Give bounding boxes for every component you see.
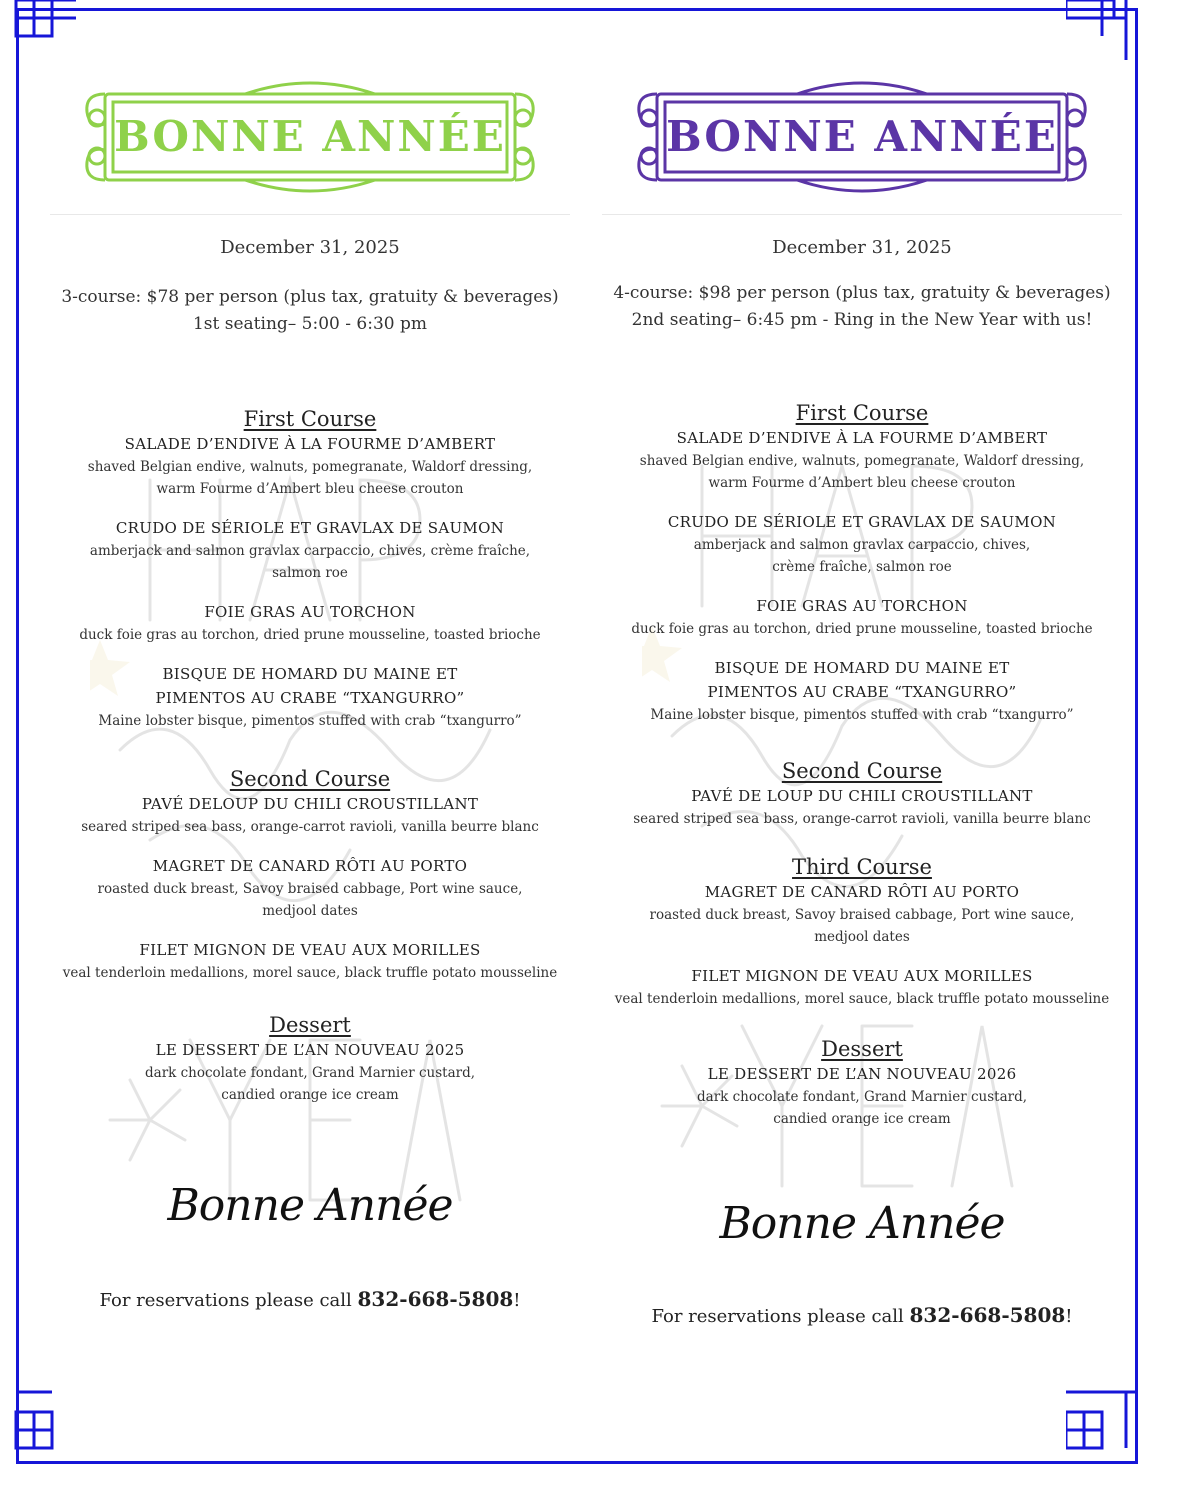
dish-name: BISQUE DE HOMARD DU MAINE ET PIMENTOS AU CRABE “TXANGURRO” (707, 659, 1017, 701)
menu-item (602, 964, 1122, 1010)
dish-description: shaved Belgian endive, walnuts, pomegranate, Waldorf dressing, warm Fourme d’Ambert bleu cheese crouton (639, 453, 1085, 491)
dish-name: PAVÉ DELOUP DU CHILI CROUSTILLANT (141, 795, 479, 813)
sign-off: Bonne Année (719, 1198, 1005, 1249)
event-date: December 31, 2025 (772, 237, 952, 258)
dish-name: FILET MIGNON DE VEAU AUX MORILLES (139, 941, 481, 959)
reservation-info (602, 1303, 1122, 1327)
dish-description: roasted duck breast, Savoy braised cabbage, Port wine sauce, medjool dates (97, 881, 523, 919)
banner-title-left: BONNE ANNÉE (114, 112, 506, 161)
menu-item (50, 516, 570, 584)
seating-line: 1st seating– 5:00 - 6:30 pm (192, 314, 427, 334)
corner-ornament-bottom-left (6, 1388, 76, 1458)
menu-item (602, 426, 1122, 494)
dish-name: SALADE D’ENDIVE À LA FOURME D’AMBERT (124, 435, 496, 453)
dish-name: SALADE D’ENDIVE À LA FOURME D’AMBERT (676, 429, 1048, 447)
menu-item (50, 938, 570, 984)
course-heading: Dessert (269, 1013, 351, 1037)
dish-name: BISQUE DE HOMARD DU MAINE ET PIMENTOS AU CRABE “TXANGURRO” (155, 665, 465, 707)
menu-item (50, 432, 570, 500)
menu-item (50, 854, 570, 922)
dish-name: FILET MIGNON DE VEAU AUX MORILLES (691, 967, 1033, 985)
seating-line: 2nd seating– 6:45 pm - Ring in the New Year with us! (631, 310, 1093, 330)
menu-column-left (50, 72, 570, 1311)
dish-description: veal tenderloin medallions, morel sauce, black truffle potato mousseline (614, 991, 1110, 1007)
menu-column-right (602, 72, 1122, 1327)
menu-item (50, 792, 570, 838)
pricing-info (602, 280, 1122, 334)
course-heading: Second Course (781, 759, 943, 783)
course-heading: Second Course (229, 767, 391, 791)
course-section (602, 854, 1122, 1010)
course-section (602, 1036, 1122, 1130)
dish-description: Maine lobster bisque, pimentos stuffed with crab “txangurro” (98, 713, 522, 729)
reservation-text: For reservations please call (99, 1290, 358, 1311)
dish-name: LE DESSERT DE L’AN NOUVEAU 2026 (707, 1065, 1017, 1083)
menu-item (50, 600, 570, 646)
menu-left (50, 406, 570, 1106)
reservation-info (50, 1287, 570, 1311)
course-heading: First Course (795, 401, 929, 425)
banner-title-right: BONNE ANNÉE (666, 112, 1058, 161)
dish-description: dark chocolate fondant, Grand Marnier custard, candied orange ice cream (697, 1089, 1027, 1127)
dish-description: dark chocolate fondant, Grand Marnier custard, candied orange ice cream (145, 1065, 475, 1103)
phone-number[interactable]: 832-668-5808 (357, 1287, 514, 1311)
divider (602, 214, 1122, 215)
dish-description: shaved Belgian endive, walnuts, pomegranate, Waldorf dressing, warm Fourme d’Ambert bleu cheese crouton (87, 459, 533, 497)
dish-name: PAVÉ DE LOUP DU CHILI CROUSTILLANT (691, 787, 1033, 805)
pricing-info (50, 284, 570, 338)
menu-item (602, 510, 1122, 578)
dish-name: CRUDO DE SÉRIOLE ET GRAVLAX DE SAUMON (115, 519, 505, 537)
corner-ornament-bottom-right (1066, 1388, 1136, 1458)
menu-item (602, 880, 1122, 948)
dish-description: duck foie gras au torchon, dried prune mousseline, toasted brioche (79, 627, 541, 643)
course-section (50, 1012, 570, 1106)
menu-item (50, 1038, 570, 1106)
dish-name: LE DESSERT DE L’AN NOUVEAU 2025 (155, 1041, 465, 1059)
dish-description: seared striped sea bass, orange-carrot ravioli, vanilla beurre blanc (633, 811, 1091, 827)
menu-item (602, 594, 1122, 640)
course-section (50, 766, 570, 984)
price-line: 4-course: $98 per person (plus tax, gratuity & beverages) (613, 283, 1111, 303)
event-date: December 31, 2025 (220, 237, 400, 258)
menu-right (602, 400, 1122, 1130)
dish-description: veal tenderloin medallions, morel sauce, black truffle potato mousseline (62, 965, 558, 981)
course-section (602, 758, 1122, 830)
course-heading: Third Course (792, 855, 932, 879)
dish-description: roasted duck breast, Savoy braised cabbage, Port wine sauce, medjool dates (649, 907, 1075, 945)
dish-description: duck foie gras au torchon, dried prune mousseline, toasted brioche (631, 621, 1093, 637)
course-section (50, 406, 570, 732)
dish-name: FOIE GRAS AU TORCHON (204, 603, 416, 621)
course-section (602, 400, 1122, 726)
reservation-end: ! (1065, 1306, 1073, 1327)
dish-description: amberjack and salmon gravlax carpaccio, chives, crème fraîche, salmon roe (89, 543, 531, 581)
reservation-text: For reservations please call (651, 1306, 910, 1327)
dish-description: amberjack and salmon gravlax carpaccio, chives, crème fraîche, salmon roe (693, 537, 1031, 575)
corner-ornament-top-left (6, 0, 76, 60)
menu-item (602, 784, 1122, 830)
price-line: 3-course: $78 per person (plus tax, gratuity & beverages) (61, 287, 559, 307)
menu-item (602, 1062, 1122, 1130)
divider (50, 214, 570, 215)
menu-item (50, 662, 570, 732)
corner-ornament-top-right (1066, 0, 1136, 60)
dish-name: MAGRET DE CANARD RÔTI AU PORTO (704, 883, 1020, 901)
dish-name: CRUDO DE SÉRIOLE ET GRAVLAX DE SAUMON (667, 513, 1057, 531)
reservation-end: ! (513, 1290, 521, 1311)
banner-left (75, 72, 545, 202)
sign-off: Bonne Année (167, 1180, 453, 1231)
banner-right (627, 72, 1097, 202)
course-heading: First Course (243, 407, 377, 431)
phone-number[interactable]: 832-668-5808 (909, 1303, 1066, 1327)
course-heading: Dessert (821, 1037, 903, 1061)
dish-name: MAGRET DE CANARD RÔTI AU PORTO (152, 857, 468, 875)
dish-description: seared striped sea bass, orange-carrot ravioli, vanilla beurre blanc (81, 819, 539, 835)
menu-item (602, 656, 1122, 726)
dish-description: Maine lobster bisque, pimentos stuffed with crab “txangurro” (650, 707, 1074, 723)
dish-name: FOIE GRAS AU TORCHON (756, 597, 968, 615)
